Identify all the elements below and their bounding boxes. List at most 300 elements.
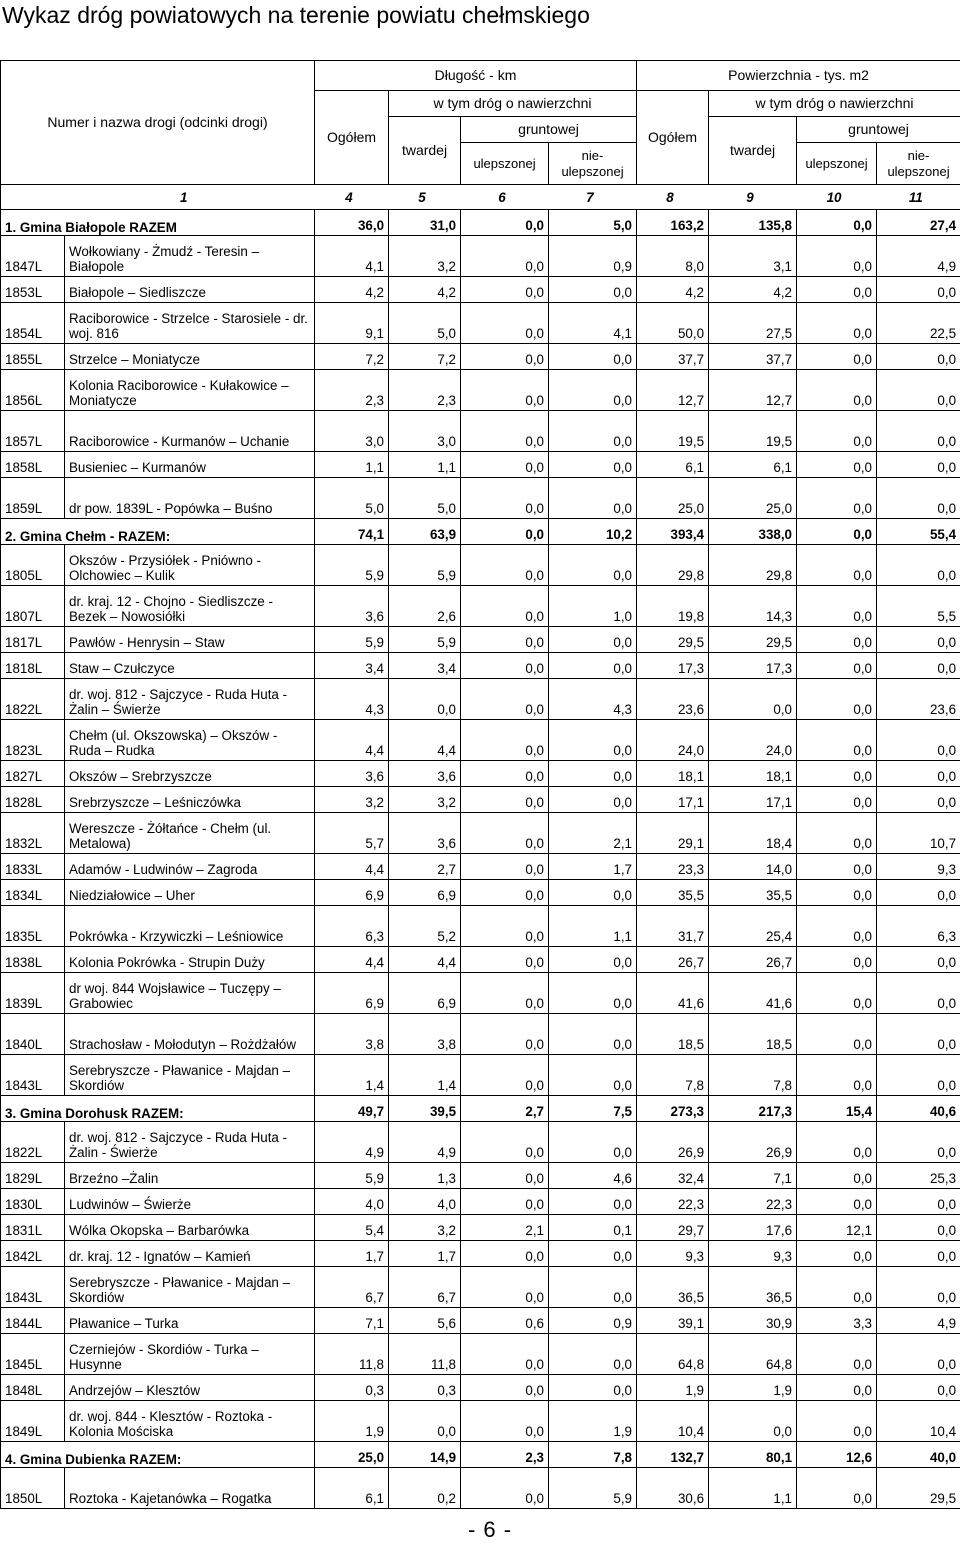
road-name: Brzeźno –Żalin — [65, 1163, 315, 1189]
road-value: 0,0 — [549, 973, 637, 1014]
road-value: 3,2 — [315, 787, 389, 813]
road-value: 17,6 — [709, 1215, 797, 1241]
group-value: 10,2 — [549, 519, 637, 545]
road-value: 0,0 — [549, 277, 637, 303]
road-value: 29,8 — [637, 545, 709, 586]
column-number: 11 — [877, 185, 960, 210]
road-value: 0,0 — [877, 761, 960, 787]
road-code: 1850L — [1, 1468, 65, 1509]
road-value: 29,5 — [637, 627, 709, 653]
road-value: 0,0 — [461, 947, 549, 973]
road-code: 1856L — [1, 370, 65, 411]
road-code: 1857L — [1, 411, 65, 452]
road-value: 6,1 — [315, 1468, 389, 1509]
road-value: 30,9 — [709, 1308, 797, 1334]
road-value: 29,8 — [709, 545, 797, 586]
road-value: 5,0 — [315, 478, 389, 519]
road-code: 1847L — [1, 236, 65, 277]
road-value: 4,0 — [315, 1189, 389, 1215]
road-value: 0,0 — [461, 277, 549, 303]
road-value: 3,0 — [389, 411, 461, 452]
area-total-header: Ogółem — [637, 91, 709, 185]
road-value: 0,0 — [877, 1122, 960, 1163]
road-value: 9,3 — [637, 1241, 709, 1267]
road-row — [1, 1122, 960, 1163]
road-name: dr. woj. 812 - Sajczyce - Ruda Huta - Żalin - Świerże — [65, 1122, 315, 1163]
road-value: 1,9 — [637, 1375, 709, 1401]
road-value: 0,0 — [461, 1241, 549, 1267]
road-value: 0,0 — [549, 787, 637, 813]
road-row — [1, 906, 960, 947]
group-value: 7,5 — [549, 1096, 637, 1122]
road-row — [1, 1014, 960, 1055]
column-number: 7 — [549, 185, 637, 210]
road-value: 4,4 — [315, 720, 389, 761]
road-value: 3,1 — [709, 236, 797, 277]
road-name: Serebryszcze - Pławanice - Majdan – Skordiów — [65, 1267, 315, 1308]
road-value: 4,4 — [389, 947, 461, 973]
roads-table — [0, 60, 960, 1509]
road-value: 0,0 — [877, 370, 960, 411]
road-value: 0,0 — [797, 236, 877, 277]
road-value: 19,5 — [709, 411, 797, 452]
group-label: 2. Gmina Chełm - RAZEM: — [1, 519, 315, 545]
road-value: 3,2 — [389, 787, 461, 813]
road-name: Strzelce – Moniatycze — [65, 344, 315, 370]
road-value: 0,0 — [549, 1375, 637, 1401]
road-value: 12,1 — [797, 1215, 877, 1241]
road-value: 0,0 — [877, 411, 960, 452]
group-value: 40,6 — [877, 1096, 960, 1122]
road-value: 5,4 — [315, 1215, 389, 1241]
road-code: 1835L — [1, 906, 65, 947]
road-name: Serebryszcze - Pławanice - Majdan – Skordiów — [65, 1055, 315, 1096]
road-value: 5,9 — [549, 1468, 637, 1509]
road-value: 1,9 — [315, 1401, 389, 1442]
road-value: 0,0 — [797, 370, 877, 411]
road-row — [1, 720, 960, 761]
road-value: 4,4 — [315, 947, 389, 973]
road-name: Busieniec – Kurmanów — [65, 452, 315, 478]
road-value: 4,6 — [549, 1163, 637, 1189]
road-value: 30,6 — [637, 1468, 709, 1509]
road-code: 1843L — [1, 1055, 65, 1096]
group-value: 80,1 — [709, 1442, 797, 1468]
road-value: 0,0 — [461, 1267, 549, 1308]
road-row — [1, 1308, 960, 1334]
road-value: 4,2 — [389, 277, 461, 303]
road-value: 6,9 — [389, 973, 461, 1014]
page-title: Wykaz dróg powiatowych na terenie powiatu chełmskiego — [0, 0, 942, 30]
road-value: 0,0 — [797, 854, 877, 880]
road-value: 3,8 — [389, 1014, 461, 1055]
road-value: 5,7 — [315, 813, 389, 854]
road-value: 0,0 — [549, 947, 637, 973]
group-value: 132,7 — [637, 1442, 709, 1468]
column-number: 1 — [1, 185, 315, 210]
road-value: 0,0 — [797, 761, 877, 787]
road-value: 0,0 — [461, 880, 549, 906]
road-value: 0,0 — [461, 720, 549, 761]
road-value: 0,0 — [877, 344, 960, 370]
road-value: 17,3 — [709, 653, 797, 679]
road-value: 0,0 — [797, 1163, 877, 1189]
road-value: 0,0 — [877, 627, 960, 653]
road-value: 37,7 — [637, 344, 709, 370]
road-value: 0,0 — [461, 545, 549, 586]
road-value: 4,9 — [877, 1308, 960, 1334]
group-value: 31,0 — [389, 210, 461, 236]
road-value: 1,3 — [389, 1163, 461, 1189]
road-name: Ludwinów – Świerże — [65, 1189, 315, 1215]
road-value: 0,0 — [549, 370, 637, 411]
road-value: 0,0 — [549, 653, 637, 679]
road-code: 1823L — [1, 720, 65, 761]
road-code: 1807L — [1, 586, 65, 627]
road-code: 1859L — [1, 478, 65, 519]
road-value: 0,0 — [549, 1014, 637, 1055]
road-value: 64,8 — [637, 1334, 709, 1375]
road-value: 1,4 — [389, 1055, 461, 1096]
road-value: 9,3 — [709, 1241, 797, 1267]
road-code: 1817L — [1, 627, 65, 653]
road-name: Wereszcze - Żółtańce - Chełm (ul. Metalowa) — [65, 813, 315, 854]
road-row — [1, 1401, 960, 1442]
road-value: 4,2 — [315, 277, 389, 303]
road-code: 1839L — [1, 973, 65, 1014]
road-value: 0,0 — [797, 277, 877, 303]
road-value: 41,6 — [709, 973, 797, 1014]
road-value: 4,9 — [389, 1122, 461, 1163]
road-row — [1, 1189, 960, 1215]
group-value: 39,5 — [389, 1096, 461, 1122]
road-name: Chełm (ul. Okszowska) – Okszów - Ruda – Rudka — [65, 720, 315, 761]
column-number: 4 — [315, 185, 389, 210]
road-row — [1, 1334, 960, 1375]
road-value: 26,9 — [637, 1122, 709, 1163]
road-value: 0,0 — [797, 1267, 877, 1308]
road-value: 0,0 — [461, 478, 549, 519]
road-value: 18,5 — [637, 1014, 709, 1055]
road-code: 1831L — [1, 1215, 65, 1241]
road-value: 0,3 — [389, 1375, 461, 1401]
road-value: 1,0 — [549, 586, 637, 627]
road-value: 2,7 — [389, 854, 461, 880]
road-value: 0,0 — [797, 1014, 877, 1055]
road-value: 41,6 — [637, 973, 709, 1014]
road-value: 0,0 — [461, 236, 549, 277]
group-value: 2,3 — [461, 1442, 549, 1468]
road-row — [1, 303, 960, 344]
road-value: 23,3 — [637, 854, 709, 880]
road-code: 1822L — [1, 1122, 65, 1163]
road-value: 6,9 — [315, 880, 389, 906]
group-value: 7,8 — [549, 1442, 637, 1468]
road-value: 24,0 — [637, 720, 709, 761]
road-value: 11,8 — [389, 1334, 461, 1375]
road-value: 1,4 — [315, 1055, 389, 1096]
road-name: Andrzejów – Klesztów — [65, 1375, 315, 1401]
road-code: 1845L — [1, 1334, 65, 1375]
road-value: 12,7 — [709, 370, 797, 411]
road-code: 1855L — [1, 344, 65, 370]
road-row — [1, 854, 960, 880]
road-code: 1840L — [1, 1014, 65, 1055]
road-value: 3,6 — [315, 586, 389, 627]
group-value: 393,4 — [637, 519, 709, 545]
road-value: 1,1 — [709, 1468, 797, 1509]
group-value: 40,0 — [877, 1442, 960, 1468]
road-value: 10,4 — [877, 1401, 960, 1442]
road-value: 35,5 — [637, 880, 709, 906]
road-value: 5,0 — [389, 478, 461, 519]
road-row — [1, 411, 960, 452]
road-value: 4,9 — [877, 236, 960, 277]
group-value: 55,4 — [877, 519, 960, 545]
road-value: 0,0 — [389, 1401, 461, 1442]
road-value: 0,0 — [549, 1334, 637, 1375]
road-value: 18,4 — [709, 813, 797, 854]
length-group-header: Długość - km — [315, 61, 637, 91]
road-value: 1,1 — [549, 906, 637, 947]
road-value: 17,1 — [709, 787, 797, 813]
road-value: 0,0 — [797, 653, 877, 679]
road-value: 6,3 — [315, 906, 389, 947]
road-value: 6,7 — [315, 1267, 389, 1308]
road-value: 2,1 — [549, 813, 637, 854]
road-value: 5,9 — [389, 545, 461, 586]
road-value: 6,1 — [637, 452, 709, 478]
road-value: 26,7 — [709, 947, 797, 973]
road-value: 0,0 — [877, 720, 960, 761]
road-value: 64,8 — [709, 1334, 797, 1375]
road-value: 0,0 — [461, 344, 549, 370]
road-row — [1, 344, 960, 370]
road-value: 1,9 — [709, 1375, 797, 1401]
road-value: 14,0 — [709, 854, 797, 880]
road-value: 0,0 — [549, 1267, 637, 1308]
road-row — [1, 478, 960, 519]
road-value: 5,9 — [315, 1163, 389, 1189]
road-value: 3,2 — [389, 1215, 461, 1241]
road-row — [1, 545, 960, 586]
road-row — [1, 627, 960, 653]
road-name: Kolonia Pokrówka - Strupin Duży — [65, 947, 315, 973]
road-name: Czerniejów - Skordiów - Turka – Husynne — [65, 1334, 315, 1375]
road-value: 0,9 — [549, 236, 637, 277]
road-code: 1838L — [1, 947, 65, 973]
road-value: 14,3 — [709, 586, 797, 627]
road-value: 4,3 — [315, 679, 389, 720]
road-value: 0,0 — [797, 787, 877, 813]
road-value: 37,7 — [709, 344, 797, 370]
group-summary-row — [1, 519, 960, 545]
road-name: dr. woj. 812 - Sajczyce - Ruda Huta - Żalin – Świerże — [65, 679, 315, 720]
road-value: 0,0 — [877, 1375, 960, 1401]
road-value: 0,0 — [461, 627, 549, 653]
road-value: 3,6 — [315, 761, 389, 787]
road-value: 0,0 — [877, 973, 960, 1014]
road-value: 0,0 — [709, 1401, 797, 1442]
group-value: 163,2 — [637, 210, 709, 236]
road-code: 1832L — [1, 813, 65, 854]
group-value: 0,0 — [797, 519, 877, 545]
road-value: 3,4 — [315, 653, 389, 679]
group-value: 338,0 — [709, 519, 797, 545]
road-value: 0,0 — [797, 452, 877, 478]
road-row — [1, 1055, 960, 1096]
road-value: 0,0 — [549, 1122, 637, 1163]
road-value: 0,0 — [877, 653, 960, 679]
group-value: 0,0 — [461, 210, 549, 236]
road-value: 7,8 — [709, 1055, 797, 1096]
road-value: 0,0 — [461, 1375, 549, 1401]
road-value: 0,0 — [461, 1334, 549, 1375]
length-in-this-header: w tym dróg o nawierzchni — [389, 91, 637, 117]
road-value: 22,3 — [709, 1189, 797, 1215]
road-value: 0,0 — [461, 813, 549, 854]
road-code: 1830L — [1, 1189, 65, 1215]
group-value: 5,0 — [549, 210, 637, 236]
road-value: 19,5 — [637, 411, 709, 452]
road-value: 7,8 — [637, 1055, 709, 1096]
road-value: 25,0 — [709, 478, 797, 519]
road-value: 12,7 — [637, 370, 709, 411]
road-code: 1834L — [1, 880, 65, 906]
length-improved-header: ulepszonej — [461, 143, 549, 185]
road-value: 0,0 — [797, 586, 877, 627]
road-value: 1,1 — [315, 452, 389, 478]
road-value: 0,9 — [549, 1308, 637, 1334]
road-code: 1849L — [1, 1401, 65, 1442]
road-value: 0,0 — [549, 344, 637, 370]
road-name: Wólka Okopska – Barbarówka — [65, 1215, 315, 1241]
road-value: 2,3 — [389, 370, 461, 411]
road-value: 0,0 — [877, 478, 960, 519]
road-value: 0,0 — [797, 973, 877, 1014]
road-value: 0,0 — [461, 653, 549, 679]
road-value: 7,1 — [315, 1308, 389, 1334]
road-row — [1, 277, 960, 303]
road-code: 1829L — [1, 1163, 65, 1189]
road-value: 0,0 — [877, 452, 960, 478]
road-value: 25,4 — [709, 906, 797, 947]
area-in-this-header: w tym dróg o nawierzchni — [709, 91, 960, 117]
road-value: 25,0 — [637, 478, 709, 519]
column-number: 5 — [389, 185, 461, 210]
area-hard-header: twardej — [709, 117, 797, 185]
road-value: 0,0 — [797, 880, 877, 906]
road-code: 1822L — [1, 679, 65, 720]
road-value: 0,0 — [877, 1189, 960, 1215]
length-hard-header: twardej — [389, 117, 461, 185]
group-value: 12,6 — [797, 1442, 877, 1468]
road-name: Okszów - Przysiółek - Pniówno - Olchowiec – Kulik — [65, 545, 315, 586]
road-name: Kolonia Raciborowice - Kułakowice – Moniatycze — [65, 370, 315, 411]
group-value: 0,0 — [797, 210, 877, 236]
road-value: 4,2 — [637, 277, 709, 303]
road-value: 32,4 — [637, 1163, 709, 1189]
group-value: 273,3 — [637, 1096, 709, 1122]
road-value: 1,1 — [389, 452, 461, 478]
road-value: 23,6 — [637, 679, 709, 720]
road-value: 0,0 — [461, 854, 549, 880]
road-row — [1, 880, 960, 906]
road-row — [1, 1241, 960, 1267]
road-name: Strachosław - Mołodutyn – Rożdżałów — [65, 1014, 315, 1055]
road-value: 1,7 — [315, 1241, 389, 1267]
column-number: 10 — [797, 185, 877, 210]
road-value: 26,7 — [637, 947, 709, 973]
road-value: 6,9 — [389, 880, 461, 906]
road-code: 1828L — [1, 787, 65, 813]
road-value: 4,2 — [709, 277, 797, 303]
road-code: 1842L — [1, 1241, 65, 1267]
road-value: 4,4 — [315, 854, 389, 880]
road-value: 0,0 — [797, 947, 877, 973]
road-name: dr. woj. 844 - Klesztów - Roztoka - Kolonia Mościska — [65, 1401, 315, 1442]
group-value: 135,8 — [709, 210, 797, 236]
road-name: Pokrówka - Krzywiczki – Leśniowice — [65, 906, 315, 947]
road-value: 0,0 — [797, 1241, 877, 1267]
length-dirt-header: gruntowej — [461, 117, 637, 143]
group-label: 4. Gmina Dubienka RAZEM: — [1, 1442, 315, 1468]
road-value: 2,3 — [315, 370, 389, 411]
group-value: 49,7 — [315, 1096, 389, 1122]
road-value: 1,7 — [389, 1241, 461, 1267]
road-value: 22,5 — [877, 303, 960, 344]
road-name: Roztoka - Kajetanówka – Rogatka — [65, 1468, 315, 1509]
road-value: 7,1 — [709, 1163, 797, 1189]
road-value: 22,3 — [637, 1189, 709, 1215]
road-value: 0,0 — [549, 880, 637, 906]
road-name: Raciborowice - Strzelce - Starosiele - dr. woj. 816 — [65, 303, 315, 344]
road-value: 4,3 — [549, 679, 637, 720]
road-value: 6,3 — [877, 906, 960, 947]
road-code: 1844L — [1, 1308, 65, 1334]
road-value: 36,5 — [637, 1267, 709, 1308]
road-code: 1848L — [1, 1375, 65, 1401]
area-dirt-header: gruntowej — [797, 117, 960, 143]
road-value: 11,8 — [315, 1334, 389, 1375]
road-value: 0,0 — [797, 1055, 877, 1096]
road-value: 0,0 — [797, 478, 877, 519]
road-value: 4,4 — [389, 720, 461, 761]
road-row — [1, 1375, 960, 1401]
road-value: 0,0 — [877, 1215, 960, 1241]
road-value: 25,3 — [877, 1163, 960, 1189]
road-code: 1805L — [1, 545, 65, 586]
road-row — [1, 761, 960, 787]
road-row — [1, 1163, 960, 1189]
column-numbers-row — [1, 185, 960, 210]
road-value: 0,0 — [797, 1189, 877, 1215]
road-value: 3,0 — [315, 411, 389, 452]
road-value: 0,0 — [877, 1055, 960, 1096]
road-value: 5,0 — [389, 303, 461, 344]
road-value: 6,9 — [315, 973, 389, 1014]
area-unimproved-header: nie-ulepszonej — [877, 143, 960, 185]
road-name: Okszów – Srebrzyszcze — [65, 761, 315, 787]
road-value: 0,0 — [549, 1055, 637, 1096]
road-value: 0,0 — [549, 720, 637, 761]
road-value: 1,9 — [549, 1401, 637, 1442]
road-name: Wołkowiany - Żmudź - Teresin – Białopole — [65, 236, 315, 277]
road-name: Adamów - Ludwinów – Zagroda — [65, 854, 315, 880]
road-value: 0,0 — [797, 1334, 877, 1375]
road-name: Pławanice – Turka — [65, 1308, 315, 1334]
group-value: 2,7 — [461, 1096, 549, 1122]
